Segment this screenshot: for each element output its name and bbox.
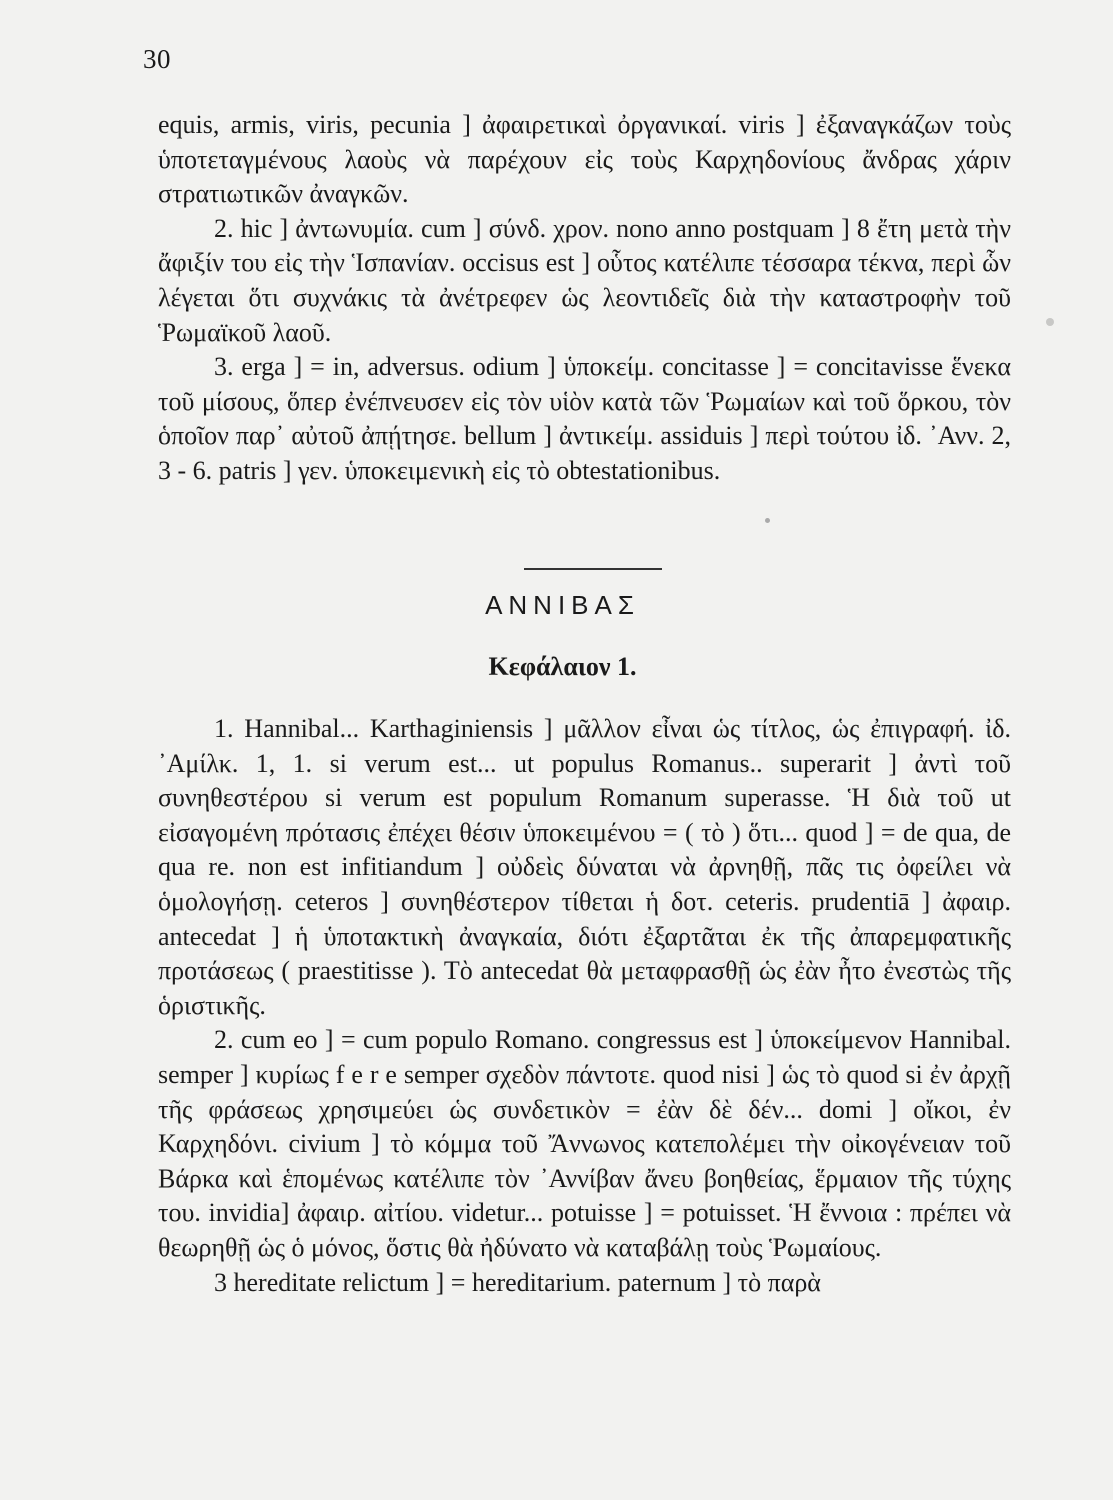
print-speck (1046, 318, 1054, 326)
section-divider (524, 568, 662, 570)
commentary-top (158, 108, 1011, 489)
note-paragraph-3: 3. erga ] = in, adversus. odium ] ὑποκείμ. concitasse ] = concitavisse ἕνεκα τοῦ μίσους, ὅπερ ἐνέπνευσεν εἰς τὸν υἱὸν κατὰ τῶν Ῥωμαίων καὶ τοῦ ὅρκου, τὸν ὁποῖον παρ᾽ αὐτοῦ ἀπῄτησε. bellum ] ἀντικείμ. assiduis ] περὶ τούτου ἰδ. ᾿Ανν. 2, 3 - 6. patris ] γεν. ὑποκειμενικὴ εἰς τὸ obtestationibus. (158, 352, 1011, 485)
page-number: 30 (143, 44, 171, 74)
note-paragraph-equis: equis, armis, viris, pecunia ] ἀφαιρετικαὶ ὀργανικαί. viris ] ἐξαναγκάζων τοὺς ὑποτεταγμένους λαοὺς νὰ παρέχουν εἰς τοὺς Καρχηδονίους ἄνδρας χάριν στρατιωτικῶν ἀναγκῶν. (158, 110, 1011, 209)
chapter-title: Κεφάλαιον 1. (488, 652, 637, 681)
section-title: ΑΝΝΙΒΑΣ (485, 590, 640, 620)
note-paragraph-2: 2. hic ] ἀντωνυμία. cum ] σύνδ. χρον. nono anno postquam ] 8 ἔτη μετὰ τὴν ἄφιξίν του εἰς τὴν Ἱσπανίαν. occisus est ] οὗτος κατέλιπε τέσσαρα τέκνα, περὶ ὧν λέγεται ὅτι συχνάκις τὰ ἀνέτρεφεν ὡς λεοντιδεῖς διὰ τὴν καταστροφὴν τοῦ Ῥωμαϊκοῦ λαοῦ. (158, 213, 1011, 347)
note-paragraph-1: 1. Hannibal... Karthaginiensis ] μᾶλλον εἶναι ὡς τίτλος, ὡς ἐπιγραφή. ἰδ. ᾿Αμίλκ. 1, 1. si verum est... ut populus Romanus.. superarit ] ἀντὶ τοῦ συνηθεστέρου si verum est populum Romanum superasse. Ἡ διὰ τοῦ ut εἰσαγομένη πρότασις ἐπέχει θέσιν ὑποκειμένου = ( τὸ ) ὅτι... quod ] = de qua, de qua re. non est infitiandum ] οὐδεὶς δύναται νὰ ἀρνηθῇ, πᾶς τις ὀφείλει νὰ ὁμολογήσῃ. ceteros ] συνηθέστερον τίθεται ἡ δοτ. ceteris. prudentiā ] ἀφαιρ. antecedat ] ἡ ὑποτακτικὴ ἀναγκαία, διότι ἐξαρτᾶται ἐκ τῆς ἀπαρεμφατικῆς προτάσεως ( praestitisse ). Τὸ antecedat θὰ μεταφρασθῇ ὡς ἐὰν ἦτο ἐνεστὼς τῆς ὁριστικῆς. (158, 714, 1011, 1020)
note-paragraph-2b: 2. cum eo ] = cum populo Romano. congressus est ] ὑποκείμενον Hannibal. semper ] κυρίως f e r e semper σχεδὸν πάντοτε. quod nisi ] ὡς τὸ quod si ἐν ἀρχῇ τῆς φράσεως χρησιμεύει ὡς συνδετικὸν = ἐὰν δὲ δέν... domi ] οἴκοι, ἐν Καρχηδόνι. civium ] τὸ κόμμα τοῦ Ἄννωνος κατεπολέμει τὴν οἰκογένειαν τοῦ Βάρκα καὶ ἑπομένως κατέλιπε τὸν ᾿Αννίβαν ἄνευ βοηθείας, ἕρμαιον τῆς τύχης του. invidia] ἀφαιρ. αἰτίου. videtur... potuisse ] = potuisset. Ἡ ἔννοια : πρέπει νὰ θεωρηθῇ ὡς ὁ μόνος, ὅστις θὰ ἠδύνατο νὰ καταβάλῃ τοὺς Ῥωμαίους. (158, 1025, 1011, 1262)
print-speck (765, 518, 770, 523)
commentary-chapter-1 (158, 712, 1011, 1300)
note-paragraph-3b: 3 hereditate relictum ] = hereditarium. paternum ] τὸ παρὰ (214, 1267, 821, 1297)
